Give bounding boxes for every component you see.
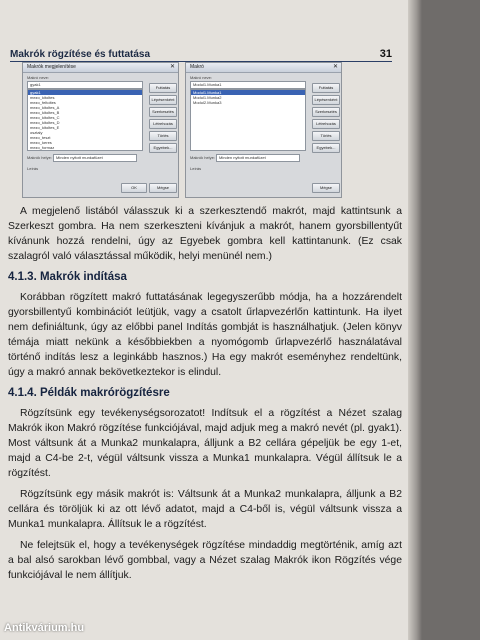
ok-button: OK bbox=[121, 183, 147, 193]
paragraph: Rögzítsünk egy másik makrót is: Váltsunk át a Munka2 munkalapra, álljunk a B2 cellára és töröljük ki az ott lévő adatot, majd a C4-ből is, végül váltsunk vissza a Munka1 munkalapra. Állítsuk le a rögzítést. bbox=[8, 489, 402, 530]
cancel-button: Mégse bbox=[149, 183, 177, 193]
dialog-title-bar bbox=[23, 63, 178, 73]
section-heading: 4.1.3. Makrók indítása bbox=[8, 271, 127, 283]
macro-name-field: Modul1.Munka1 bbox=[190, 81, 306, 89]
list-item: mezo_keres bbox=[30, 140, 52, 145]
macros-in-select: Minden nyitott munkafüzet bbox=[216, 154, 300, 162]
running-head bbox=[10, 46, 392, 62]
macro-name-field: gyak1 bbox=[27, 81, 143, 89]
list-item: Modul1.Munka1 bbox=[191, 90, 305, 95]
run-button: Futtatás bbox=[312, 83, 340, 93]
create-button: Létrehozás bbox=[149, 119, 177, 129]
step-into-button: Lépésenként bbox=[312, 95, 340, 105]
list-item: mezo_kitoltes_C bbox=[30, 115, 60, 120]
close-icon: ✕ bbox=[169, 64, 175, 70]
paragraph: Korábban rögzített makró futtatásának legegyszerűbb módja, ha a hozzárendelt gyorsbillentyű kombinációt leütjük, vagy a csatolt űrlapvezérlőn kattintunk. Ha ilyet nem definiáltunk, úgy az előbbi panel Indítás gombját is használhatjuk. (Jelen könyv témája miatt nekünk a későbbiekben a nyomógomb űrlapvezérlő használatával történő indítás lesz a leginkább hasznos.) Ha egy makrót eseményhez rendeltünk, úgy a makró annak bekövetkeztekor is elindul. bbox=[8, 292, 402, 378]
list-item: Modul2.Munka3 bbox=[193, 100, 222, 105]
watermark: Antikvárium.hu bbox=[4, 622, 85, 634]
macro-name-label: Makró neve: bbox=[190, 75, 213, 80]
list-item: gyak1 bbox=[28, 90, 142, 95]
list-item: mezo_feltoltes bbox=[30, 100, 56, 105]
macros-in-label: Makrók helye: bbox=[190, 155, 215, 160]
cancel-button: Mégse bbox=[312, 183, 340, 193]
run-button: Futtatás bbox=[149, 83, 177, 93]
page-edge bbox=[408, 0, 422, 640]
list-item: mezo_teszt bbox=[30, 135, 51, 140]
macros-in-label: Makrók helye: bbox=[27, 155, 52, 160]
macros-in-select: Minden nyitott munkafüzet bbox=[53, 154, 137, 162]
close-icon: ✕ bbox=[332, 64, 338, 70]
description-label: Leírás bbox=[190, 166, 202, 171]
list-item: osztaly bbox=[30, 130, 43, 135]
macro-list bbox=[190, 89, 306, 151]
options-button: Egyebek... bbox=[149, 143, 177, 153]
list-item: mezo_kitoltes_B bbox=[30, 110, 60, 115]
edit-button: Szerkesztés bbox=[312, 107, 340, 117]
paragraph: Rögzítsünk egy tevékenységsorozatot! Indítsuk el a rögzítést a Nézet szalag Makrók ikon Makró rögzítése funkciójával, majd adjuk meg a makró nevét (pl. gyak1). Most váltsunk át a Munka2 munkalapra, álljunk a B2 cellára gépeljük be egy 1-et, majd a C4-be 2-t, végül váltsunk vissza a Munka1 munkalapra. Végül állítsuk le a rögzítést. bbox=[8, 408, 402, 479]
list-item: mezo_kitoltes_A bbox=[30, 105, 60, 110]
page-number: 31 bbox=[379, 48, 392, 60]
list-item: Modul1.Munka2 bbox=[193, 95, 222, 100]
macro-list bbox=[27, 89, 143, 151]
macro-dialog-left bbox=[22, 62, 179, 198]
body-text bbox=[8, 204, 402, 589]
delete-button: Törlés bbox=[149, 131, 177, 141]
dialog-title: Makrók megjelenítése bbox=[27, 64, 76, 70]
list-item: mezo_formaz bbox=[30, 145, 55, 150]
paragraph: Ne felejtsük el, hogy a tevékenységek rögzítése mindaddig megtörténik, amíg azt a bal alsó sarokban lévő gombbal, vagy a Nézet szalag Makrók ikon Rögzítés vége funkciójával le nem állítjuk. bbox=[8, 540, 402, 581]
create-button: Létrehozás bbox=[312, 119, 340, 129]
macro-name-label: Makró neve: bbox=[27, 75, 50, 80]
paragraph: A megjelenő listából válasszuk ki a szerkesztendő makrót, majd kattintsunk a Szerkeszt gombra. Ha nem szerkeszteni kívánjuk a makrót, hanem gyorsbillentyűt kívánunk hozzá rendelni, úgy az Egyebek gombra kell kattintanunk. (Ez csak szalagról való választással működik, helyi menünél nem.) bbox=[8, 206, 402, 262]
step-into-button: Lépésenként bbox=[149, 95, 177, 105]
dialog-screenshots bbox=[22, 62, 342, 198]
chapter-title: Makrók rögzítése és futtatása bbox=[10, 49, 151, 60]
section-heading: 4.1.4. Példák makrórögzítésre bbox=[8, 387, 170, 399]
macro-dialog-right bbox=[185, 62, 342, 198]
dialog-title-bar bbox=[186, 63, 341, 73]
list-item: mezo_kitoltes bbox=[30, 95, 55, 100]
dialog-title: Makró bbox=[190, 64, 204, 70]
edit-button: Szerkesztés bbox=[149, 107, 177, 117]
list-item: mezo_kitoltes_E bbox=[30, 125, 60, 130]
delete-button: Törlés bbox=[312, 131, 340, 141]
options-button: Egyebek... bbox=[312, 143, 340, 153]
description-label: Leírás bbox=[27, 166, 39, 171]
list-item: mezo_kitoltes_D bbox=[30, 120, 60, 125]
